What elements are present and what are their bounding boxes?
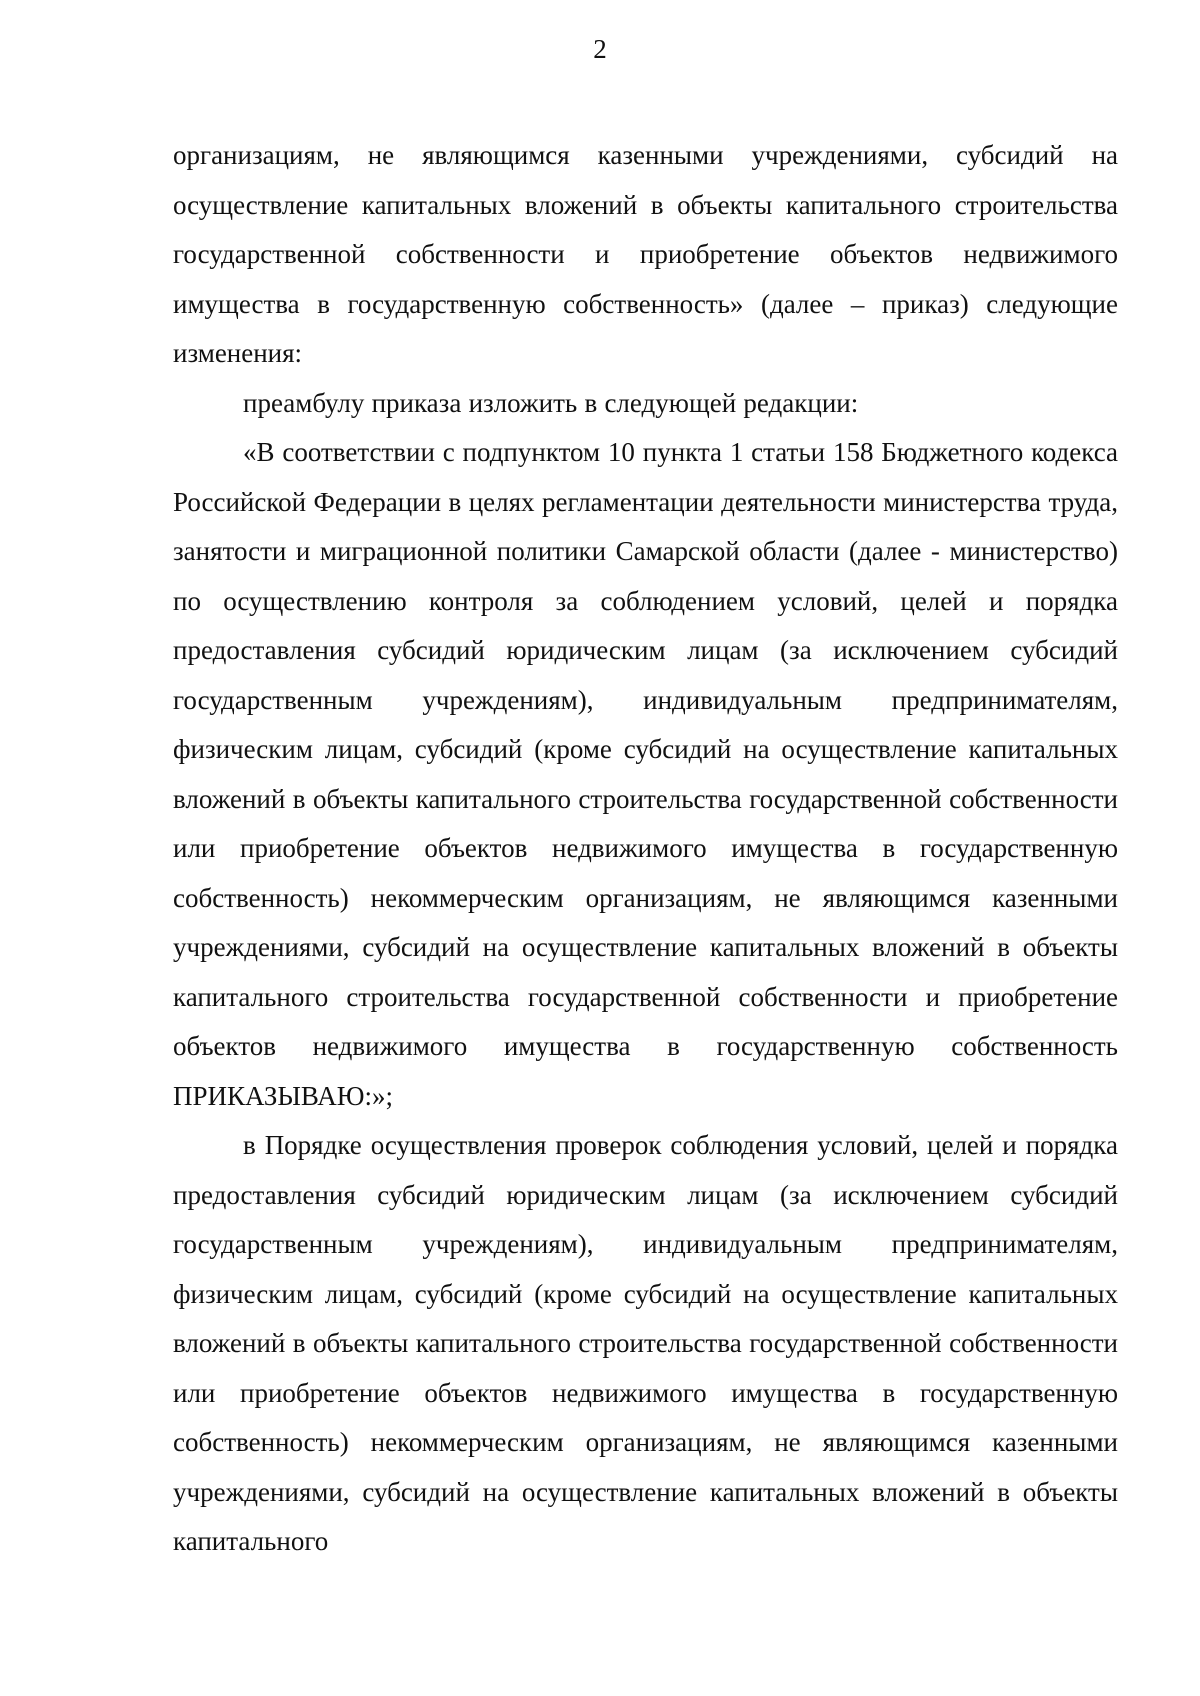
document-body	[173, 131, 1118, 1567]
paragraph-procedure-amendment: в Порядке осуществления проверок соблюдения условий, целей и порядка предоставления субсидий юридическим лицам (за исключением субсидий государственным учреждениям), индивидуальным предпринимателям, физическим лицам, субсидий (кроме субсидий на осуществление капитальных вложений в объекты капитального строительства государственной собственности или приобретение объектов недвижимого имущества в государственную собственность) некоммерческим организациям, не являющимся казенными учреждениями, субсидий на осуществление капитальных вложений в объекты капитального	[173, 1130, 1118, 1556]
paragraph-preamble-text: «В соответствии с подпунктом 10 пункта 1 статьи 158 Бюджетного кодекса Российской Федерации в целях регламентации деятельности министерства труда, занятости и миграционной политики Самарской области (далее - министерство) по осуществлению контроля за соблюдением условий, целей и порядка предоставления субсидий юридическим лицам (за исключением субсидий государственным учреждениям), индивидуальным предпринимателям, физическим лицам, субсидий (кроме субсидий на осуществление капитальных вложений в объекты капитального строительства государственной собственности или приобретение объектов недвижимого имущества в государственную собственность) некоммерческим организациям, не являющимся казенными учреждениями, субсидий на осуществление капитальных вложений в объекты капитального строительства государственной собственности и приобретение объектов недвижимого имущества в государственную собственность ПРИКАЗЫВАЮ:»;	[173, 437, 1118, 1111]
paragraph-continuation: организациям, не являющимся казенными учреждениями, субсидий на осуществление капитальных вложений в объекты капитального строительства государственной собственности и приобретение объектов недвижимого имущества в государственную собственность» (далее – приказ) следующие изменения:	[173, 140, 1118, 368]
paragraph-preamble-instruction: преамбулу приказа изложить в следующей редакции:	[243, 387, 859, 418]
page-number: 2	[593, 34, 607, 64]
